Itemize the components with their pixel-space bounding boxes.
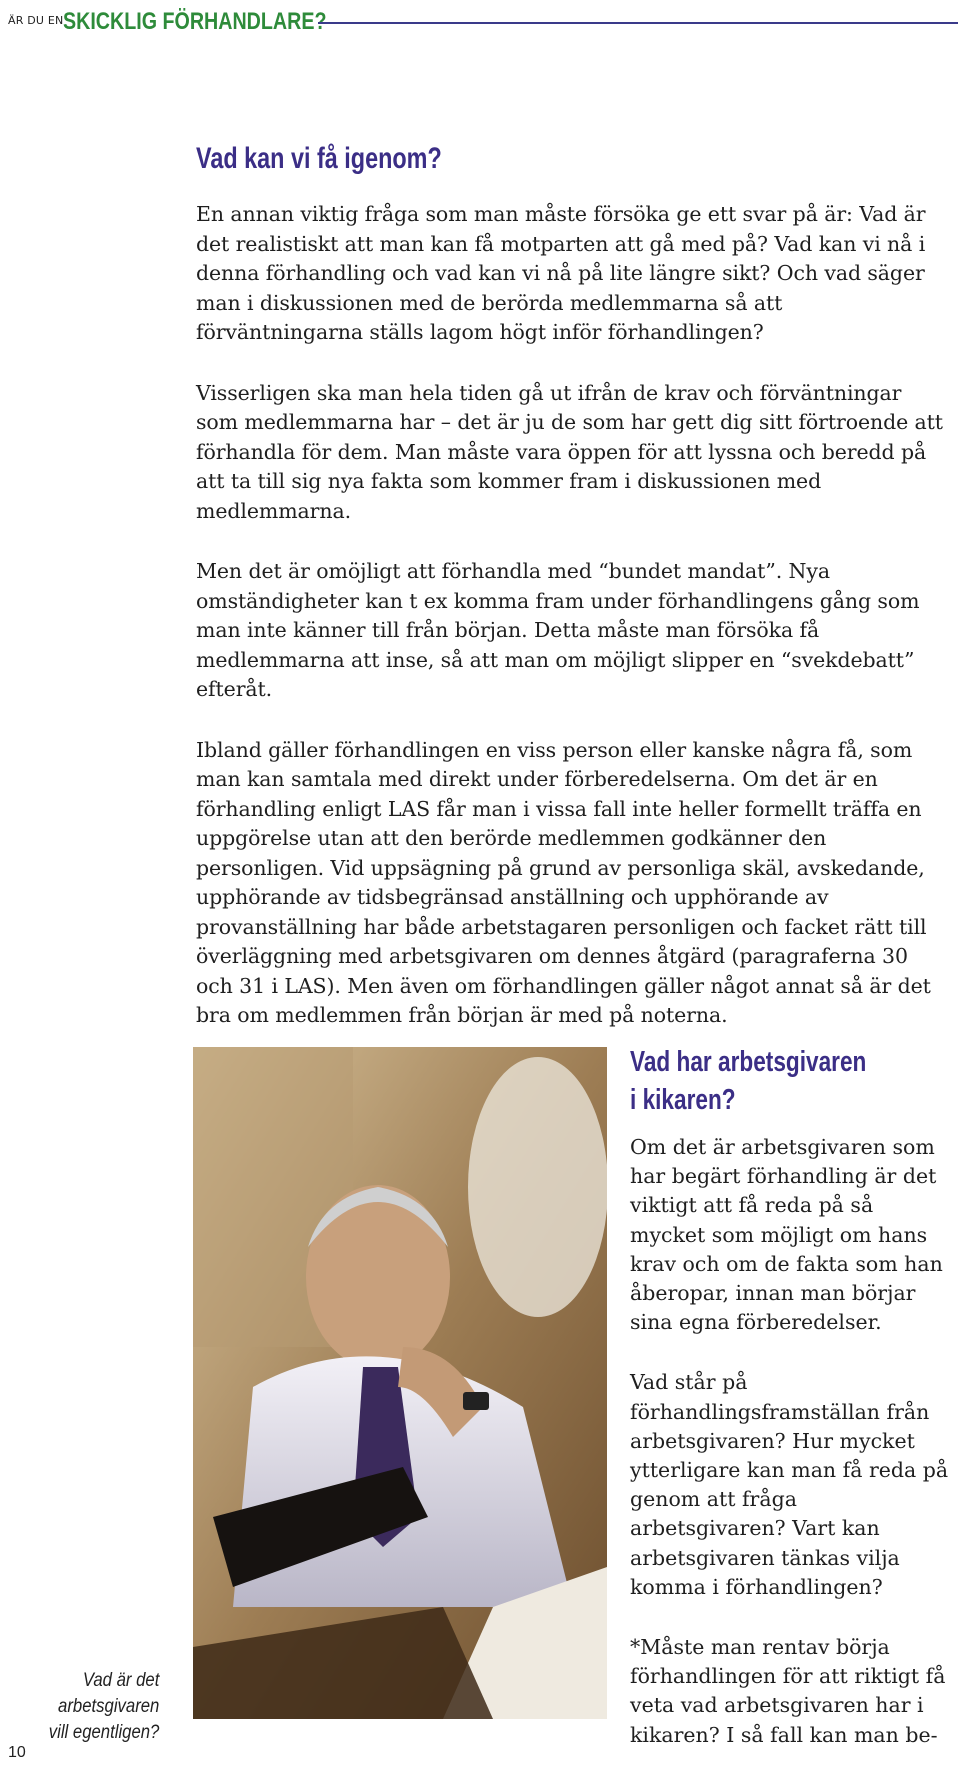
caption-line2: vill egentligen? — [48, 1722, 160, 1743]
side-heading-line1: Vad har arbetsgivaren — [630, 1046, 867, 1078]
side-column — [630, 1133, 952, 1781]
main-paragraph: Ibland gäller förhandlingen en viss person eller kanske några få, som man kan samtala med direkt under förberedelserna. Om det är en förhandling enligt LAS får man i vissa fall inte heller formellt träffa en uppgörelse utan att den berörde medlemmen godkänner den personligen. Vid uppsägning på grund av personliga skäl, avskedande, upphörande av tidsbegränsad anställning och upphörande av provanställning har både arbetstagaren personligen och facket rätt till överläggning med arbetsgivaren om dennes åtgärd (paragraferna 30 och 31 i LAS). Men även om förhandlingen gäller något annat så är det bra om medlemmen från början är med på noterna. — [196, 737, 931, 1027]
photo-illustration — [193, 1047, 607, 1719]
header-rule — [318, 22, 958, 24]
main-paragraph: Visserligen ska man hela tiden gå ut ifrån de krav och förväntningar som medlemmarna har – det är ju de som har gett dig sitt förtroende att förhandla för dem. Man måste vara öppen för att lyssna och beredd på att ta till sig nya fakta som kommer fram i diskussionen med medlemmarna. — [196, 380, 943, 523]
photo-caption — [8, 1668, 159, 1746]
side-paragraph: *Måste man rentav börja förhandlingen för att riktigt få veta vad arbetsgivaren har i kikaren? I så fall kan man be- — [630, 1635, 946, 1747]
side-paragraph: Om det är arbetsgivaren som har begärt förhandling är det viktigt att få reda på så mycket som möjligt om hans krav och om de fakta som han åberopar, innan man börjar sina egna förberedelser. — [630, 1135, 943, 1335]
side-heading — [630, 1043, 911, 1119]
page-header — [8, 8, 952, 40]
main-column — [196, 200, 948, 1062]
page-number: 10 — [8, 1744, 26, 1761]
side-paragraph: Vad står på förhandlingsframställan från arbetsgivaren? Hur mycket ytterligare kan man få reda på genom att fråga arbetsgivaren? Vart kan arbetsgivaren tänkas vilja komma i förhandlingen? — [630, 1370, 949, 1599]
main-paragraph: Men det är omöjligt att förhandla med “bundet mandat”. Nya omständigheter kan t ex komma fram under förhandlingens gång som man inte känner till från början. Detta måste man försöka få medlemmarna att inse, så att man om möjligt slipper en “svekdebatt” efteråt. — [196, 559, 920, 701]
side-heading-line2: i kikaren? — [630, 1084, 736, 1116]
photo-businessman — [193, 1047, 607, 1719]
main-paragraph: En annan viktig fråga som man måste försöka ge ett svar på är: Vad är det realistiskt att man kan få motparten att gå med på? Vad kan vi nå i denna förhandling och vad kan vi nå på lite längre sikt? Och vad säger man i diskussionen med de berörda medlemmarna så att förväntningarna ställs lagom högt inför förhandlingen? — [196, 202, 926, 344]
main-heading: Vad kan vi få igenom? — [196, 142, 442, 175]
caption-line1: Vad är det arbetsgivaren — [58, 1670, 160, 1717]
header-kicker: ÄR DU EN — [8, 14, 64, 27]
header-title: SKICKLIG FÖRHANDLARE? — [63, 8, 327, 35]
